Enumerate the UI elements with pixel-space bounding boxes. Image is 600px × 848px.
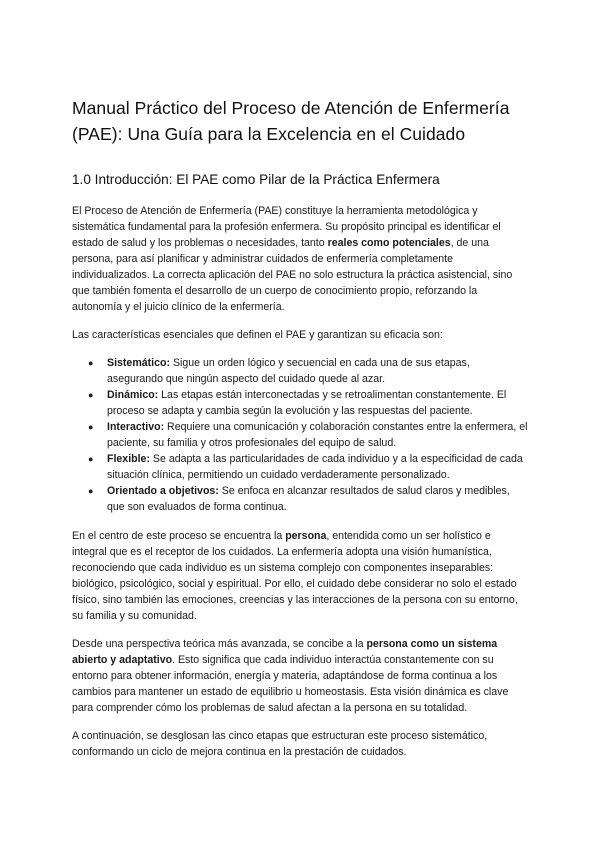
document-title: Manual Práctico del Proceso de Atención de Enfermería (PAE): Una Guía para la Excelencia en el Cuidado	[72, 98, 510, 144]
characteristic-term: Dinámico:	[107, 389, 159, 401]
intro-text-1: El Proceso de Atención de Enfermería (PAE) constituye la herramienta metodológica y sistemática fundamental para la profesión enfermera. Su propósito principal es identificar el estado de salud y los problemas o necesidades, tanto	[72, 205, 501, 249]
characteristic-desc: Se adapta a las particularidades de cada individuo y a la especificidad de cada situación clínica, permitiendo un cuidado verdaderamente personalizado.	[107, 453, 523, 481]
section-heading: 1.0 Introducción: El PAE como Pilar de la Práctica Enfermera	[72, 172, 440, 187]
characteristic-desc: Sigue un orden lógico y secuencial en cada una de sus etapas, asegurando que ningún aspecto del cuidado quede al azar.	[107, 357, 470, 385]
intro-paragraph	[72, 203, 528, 315]
characteristic-desc: Se enfoca en alcanzar resultados de salud claros y medibles, que son evaluados de forma continua.	[107, 485, 510, 513]
person-text-2: , entendida como un ser holístico e integral que es el receptor de los cuidados. La enfermería adopta una visión humanística, reconociendo que cada individuo es un sistema complejo con componentes inseparables: biológico, psicológico, social y espiritual. Por ello, el cuidado debe considerar no solo el estado físico, sino también las emociones, creencias y las interacciones de la persona con su entorno, su familia y su comunidad.	[72, 530, 518, 622]
bullet-icon: ●	[88, 422, 94, 432]
list-item	[88, 451, 528, 483]
characteristic-desc: Las etapas están interconectadas y se retroalimentan constantemente. El proceso se adapta y cambia según la evolución y las respuestas del paciente.	[107, 389, 507, 417]
person-text-1: En el centro de este proceso se encuentra la	[72, 530, 286, 542]
list-item	[88, 419, 528, 451]
bullet-icon: ●	[88, 454, 94, 464]
list-item	[88, 387, 528, 419]
characteristic-term: Orientado a objetivos:	[107, 485, 219, 497]
person-bold-word: persona	[285, 530, 327, 542]
characteristic-term: Interactivo:	[107, 421, 165, 433]
intro-text-2: , de una persona, para así planificar y administrar cuidados de enfermería completamente individualizados. La correcta aplicación del PAE no solo estructura la práctica asistencial, sino que también fomenta el desarrollo de un cuerpo de conocimiento propio, reforzando la autonomía y el juicio clínico de la enfermería.	[72, 237, 513, 313]
system-text-2: . Esto significa que cada individuo interactúa constantemente con su entorno para obtener información, energía y materia, adaptándose de forma continua a los cambios para mantener un estado de equilibrio u homeostasis. Esta visión dinámica es clave para comprender cómo los problemas de salud afectan a la persona en su totalidad.	[72, 654, 509, 714]
characteristics-intro: Las características esenciales que definen el PAE y garantizan su eficacia son:	[72, 329, 443, 341]
stages-intro-paragraph: A continuación, se desglosan las cinco etapas que estructuran este proceso sistemático, conformando un ciclo de mejora continua en la prestación de cuidados.	[72, 730, 488, 758]
system-paragraph	[72, 636, 528, 716]
list-item	[88, 483, 528, 515]
bullet-icon: ●	[88, 486, 94, 496]
system-text-1: Desde una perspectiva teórica más avanzada, se concibe a la	[72, 638, 367, 650]
characteristics-list	[72, 355, 528, 515]
bullet-icon: ●	[88, 390, 94, 400]
system-bold-phrase: persona como un sistema abierto y adaptativo	[72, 638, 498, 666]
characteristic-term: Sistemático:	[107, 357, 170, 369]
list-item	[88, 355, 528, 387]
characteristic-desc: Requiere una comunicación y colaboración constantes entre la enfermera, el paciente, su familia y otros profesionales del equipo de salud.	[107, 421, 528, 449]
bullet-icon: ●	[88, 358, 94, 368]
characteristic-term: Flexible:	[107, 453, 150, 465]
intro-bold-phrase: reales como potenciales	[327, 237, 451, 249]
person-paragraph	[72, 528, 528, 624]
